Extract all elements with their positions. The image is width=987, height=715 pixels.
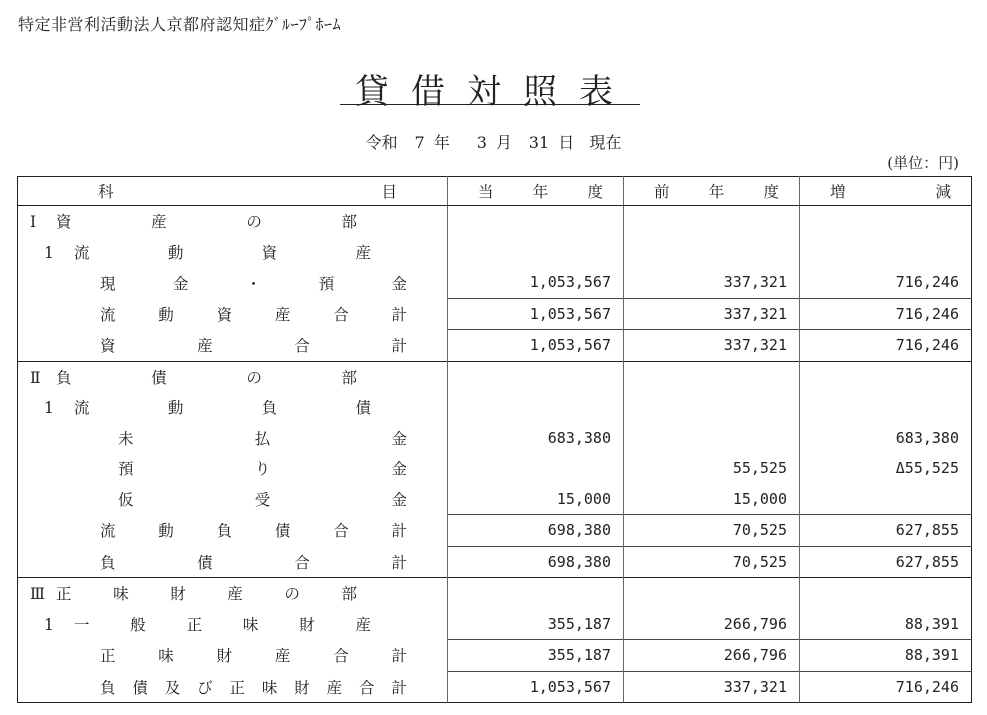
- as-of-era: 令和: [365, 133, 398, 152]
- table-row: [18, 578, 972, 609]
- table-body: [18, 206, 972, 703]
- label-char: 味: [113, 585, 129, 604]
- current-year-value: 355,187: [448, 640, 624, 672]
- label-char: 財: [294, 678, 310, 697]
- label-char: 負: [56, 368, 72, 387]
- label-char: 債: [355, 399, 371, 418]
- current-year-value: 698,380: [448, 546, 624, 578]
- previous-year-value: 337,321: [624, 267, 800, 298]
- label-char: 正: [229, 678, 246, 697]
- row-label: [18, 453, 448, 484]
- table-row: [18, 671, 972, 703]
- subsection-number: 1: [44, 616, 54, 634]
- header-current-char: 年: [532, 183, 549, 201]
- current-year-value: [448, 392, 624, 423]
- label-char: 預: [318, 274, 335, 293]
- label-char: 部: [341, 368, 357, 387]
- row-label: [18, 546, 448, 578]
- label-char: 味: [242, 616, 259, 634]
- section-number: Ⅰ: [30, 213, 37, 232]
- label-char: 負: [100, 553, 116, 572]
- label-char: 合: [359, 678, 375, 697]
- label-char: 動: [167, 399, 184, 418]
- section-number: Ⅲ: [30, 585, 45, 604]
- previous-year-value: [624, 578, 800, 609]
- as-of-suffix: 現在: [589, 133, 622, 152]
- label-char: 産: [274, 305, 291, 324]
- row-label: [18, 609, 448, 640]
- row-label: [18, 237, 448, 268]
- row-label: [18, 298, 448, 330]
- previous-year-value: [624, 423, 800, 454]
- label-char: 合: [333, 647, 349, 666]
- label-char: 債: [151, 368, 167, 387]
- label-char: 未: [118, 429, 134, 448]
- row-label: [18, 578, 448, 609]
- label-char: 資: [216, 305, 233, 324]
- unit-label: (単位：円): [887, 154, 959, 172]
- change-value: [800, 578, 972, 609]
- label-char: 資: [261, 243, 278, 262]
- label-char: 流: [74, 399, 90, 418]
- label-char: び: [197, 678, 213, 697]
- row-label: [18, 361, 448, 392]
- label-char: 計: [391, 305, 407, 324]
- current-year-value: 355,187: [448, 609, 624, 640]
- label-char: り: [254, 460, 271, 479]
- label-char: 財: [216, 647, 233, 666]
- change-value: 716,246: [800, 330, 972, 362]
- previous-year-value: 337,321: [624, 298, 800, 330]
- label-char: 産: [197, 337, 213, 355]
- current-year-value: 1,053,567: [448, 330, 624, 362]
- current-year-value: [448, 237, 624, 268]
- label-char: 負: [261, 399, 278, 418]
- label-char: 金: [391, 274, 407, 293]
- row-label: [18, 206, 448, 237]
- label-char: 合: [294, 337, 310, 355]
- label-char: 負: [100, 678, 116, 697]
- previous-year-value: 15,000: [624, 484, 800, 515]
- header-previous-year: [624, 177, 800, 206]
- header-item: [18, 177, 448, 206]
- table-row: [18, 640, 972, 672]
- label-char: ・: [245, 274, 262, 293]
- label-char: 一: [74, 616, 90, 634]
- header-change-char: 増: [830, 183, 846, 201]
- label-char: 金: [391, 491, 407, 509]
- row-label: [18, 330, 448, 362]
- row-label: [18, 423, 448, 454]
- change-value: 716,246: [800, 267, 972, 298]
- label-char: 流: [74, 243, 90, 262]
- label-char: 味: [158, 647, 174, 666]
- table-row: [18, 392, 972, 423]
- label-char: 産: [326, 678, 343, 697]
- header-current-year: [448, 177, 624, 206]
- label-char: 流: [100, 522, 116, 541]
- current-year-value: [448, 453, 624, 484]
- label-char: 及: [164, 678, 181, 697]
- label-char: 産: [355, 616, 371, 634]
- header-change: [800, 177, 972, 206]
- as-of-month: 3: [476, 133, 487, 152]
- table-row: [18, 298, 972, 330]
- label-char: の: [284, 585, 300, 604]
- header-item-right: 目: [381, 183, 397, 201]
- label-char: 動: [158, 522, 174, 541]
- label-char: 財: [299, 616, 315, 634]
- previous-year-value: [624, 206, 800, 237]
- label-char: 債: [274, 522, 291, 541]
- change-value: [800, 392, 972, 423]
- previous-year-value: 266,796: [624, 640, 800, 672]
- title-underline: [340, 104, 640, 105]
- balance-sheet-table: [17, 176, 972, 703]
- table-row: [18, 546, 972, 578]
- previous-year-value: 337,321: [624, 671, 800, 703]
- current-year-value: 1,053,567: [448, 671, 624, 703]
- previous-year-value: 266,796: [624, 609, 800, 640]
- label-char: 計: [391, 522, 407, 541]
- current-year-value: [448, 578, 624, 609]
- change-value: 716,246: [800, 298, 972, 330]
- label-char: 債: [197, 553, 213, 572]
- label-char: 動: [167, 243, 184, 262]
- label-char: 計: [391, 553, 407, 572]
- change-value: [800, 237, 972, 268]
- change-value: 627,855: [800, 546, 972, 578]
- as-of-day: 31: [528, 133, 550, 152]
- label-char: 現: [100, 274, 116, 293]
- label-char: 合: [333, 305, 349, 324]
- label-char: 般: [130, 616, 146, 634]
- current-year-value: 1,053,567: [448, 298, 624, 330]
- current-year-value: 1,053,567: [448, 267, 624, 298]
- table-row: [18, 515, 972, 547]
- table-row: [18, 453, 972, 484]
- label-char: 計: [391, 678, 407, 697]
- label-char: 金: [391, 460, 407, 479]
- label-char: 受: [254, 491, 271, 509]
- label-char: 仮: [118, 491, 134, 509]
- change-value: 683,380: [800, 423, 972, 454]
- current-year-value: [448, 361, 624, 392]
- header-previous-char: 年: [708, 183, 725, 201]
- label-char: 合: [294, 553, 310, 572]
- as-of-day-unit: 日: [558, 133, 575, 152]
- current-year-value: 15,000: [448, 484, 624, 515]
- row-label: [18, 484, 448, 515]
- change-value: 627,855: [800, 515, 972, 547]
- header-item-left: 科: [98, 183, 114, 201]
- label-char: 財: [170, 585, 186, 604]
- previous-year-value: [624, 361, 800, 392]
- organization-name: 特定非営利活動法人京都府認知症ｸﾞﾙｰﾌﾟﾎｰﾑ: [18, 15, 342, 34]
- label-char: 産: [151, 213, 167, 232]
- section-number: Ⅱ: [30, 368, 41, 387]
- as-of-year: 7: [414, 133, 425, 152]
- table-row: [18, 484, 972, 515]
- subsection-number: 1: [44, 243, 54, 262]
- change-value: 716,246: [800, 671, 972, 703]
- previous-year-value: 55,525: [624, 453, 800, 484]
- row-label: [18, 267, 448, 298]
- change-value: 88,391: [800, 609, 972, 640]
- table-row: [18, 267, 972, 298]
- header-previous-char: 前: [654, 183, 670, 201]
- label-char: 産: [227, 585, 243, 604]
- change-value: [800, 484, 972, 515]
- change-value: [800, 361, 972, 392]
- label-char: 味: [261, 678, 278, 697]
- label-char: 正: [100, 647, 116, 666]
- label-char: の: [246, 213, 262, 232]
- label-char: 金: [391, 429, 407, 448]
- label-char: 動: [158, 305, 174, 324]
- table-row: [18, 361, 972, 392]
- table-row: [18, 423, 972, 454]
- current-year-value: 683,380: [448, 423, 624, 454]
- table-row: [18, 609, 972, 640]
- label-char: 計: [391, 647, 407, 666]
- label-char: の: [246, 368, 262, 387]
- header-current-char: 度: [587, 183, 603, 201]
- table-row: [18, 206, 972, 237]
- current-year-value: [448, 206, 624, 237]
- row-label: [18, 392, 448, 423]
- previous-year-value: 70,525: [624, 546, 800, 578]
- label-char: 産: [274, 647, 291, 666]
- label-char: 資: [56, 213, 72, 232]
- previous-year-value: 70,525: [624, 515, 800, 547]
- row-label: [18, 515, 448, 547]
- previous-year-value: [624, 237, 800, 268]
- header-change-char: 減: [935, 183, 951, 201]
- previous-year-value: 337,321: [624, 330, 800, 362]
- current-year-value: 698,380: [448, 515, 624, 547]
- label-char: 正: [186, 616, 203, 634]
- label-char: 正: [56, 585, 72, 604]
- document-title: 貸借対照表: [355, 72, 635, 112]
- label-char: 負: [216, 522, 233, 541]
- table-row: [18, 330, 972, 362]
- label-char: 合: [333, 522, 349, 541]
- table-header-row: [18, 177, 972, 206]
- label-char: 部: [341, 585, 357, 604]
- label-char: 払: [254, 429, 271, 448]
- label-char: 部: [341, 213, 357, 232]
- as-of-date: [0, 130, 987, 153]
- row-label: [18, 640, 448, 672]
- as-of-year-unit: 年: [433, 133, 450, 152]
- change-value: Δ55,525: [800, 453, 972, 484]
- subsection-number: 1: [44, 399, 54, 418]
- label-char: 資: [100, 337, 116, 355]
- label-char: 産: [355, 243, 371, 262]
- change-value: [800, 206, 972, 237]
- change-value: 88,391: [800, 640, 972, 672]
- header-previous-char: 度: [763, 183, 779, 201]
- as-of-month-unit: 月: [496, 133, 513, 152]
- label-char: 計: [391, 337, 407, 355]
- previous-year-value: [624, 392, 800, 423]
- row-label: [18, 671, 448, 703]
- label-char: 預: [118, 460, 134, 479]
- table-row: [18, 237, 972, 268]
- header-current-char: 当: [478, 183, 494, 201]
- label-char: 金: [172, 274, 189, 293]
- label-char: 流: [100, 305, 116, 324]
- label-char: 債: [132, 678, 148, 697]
